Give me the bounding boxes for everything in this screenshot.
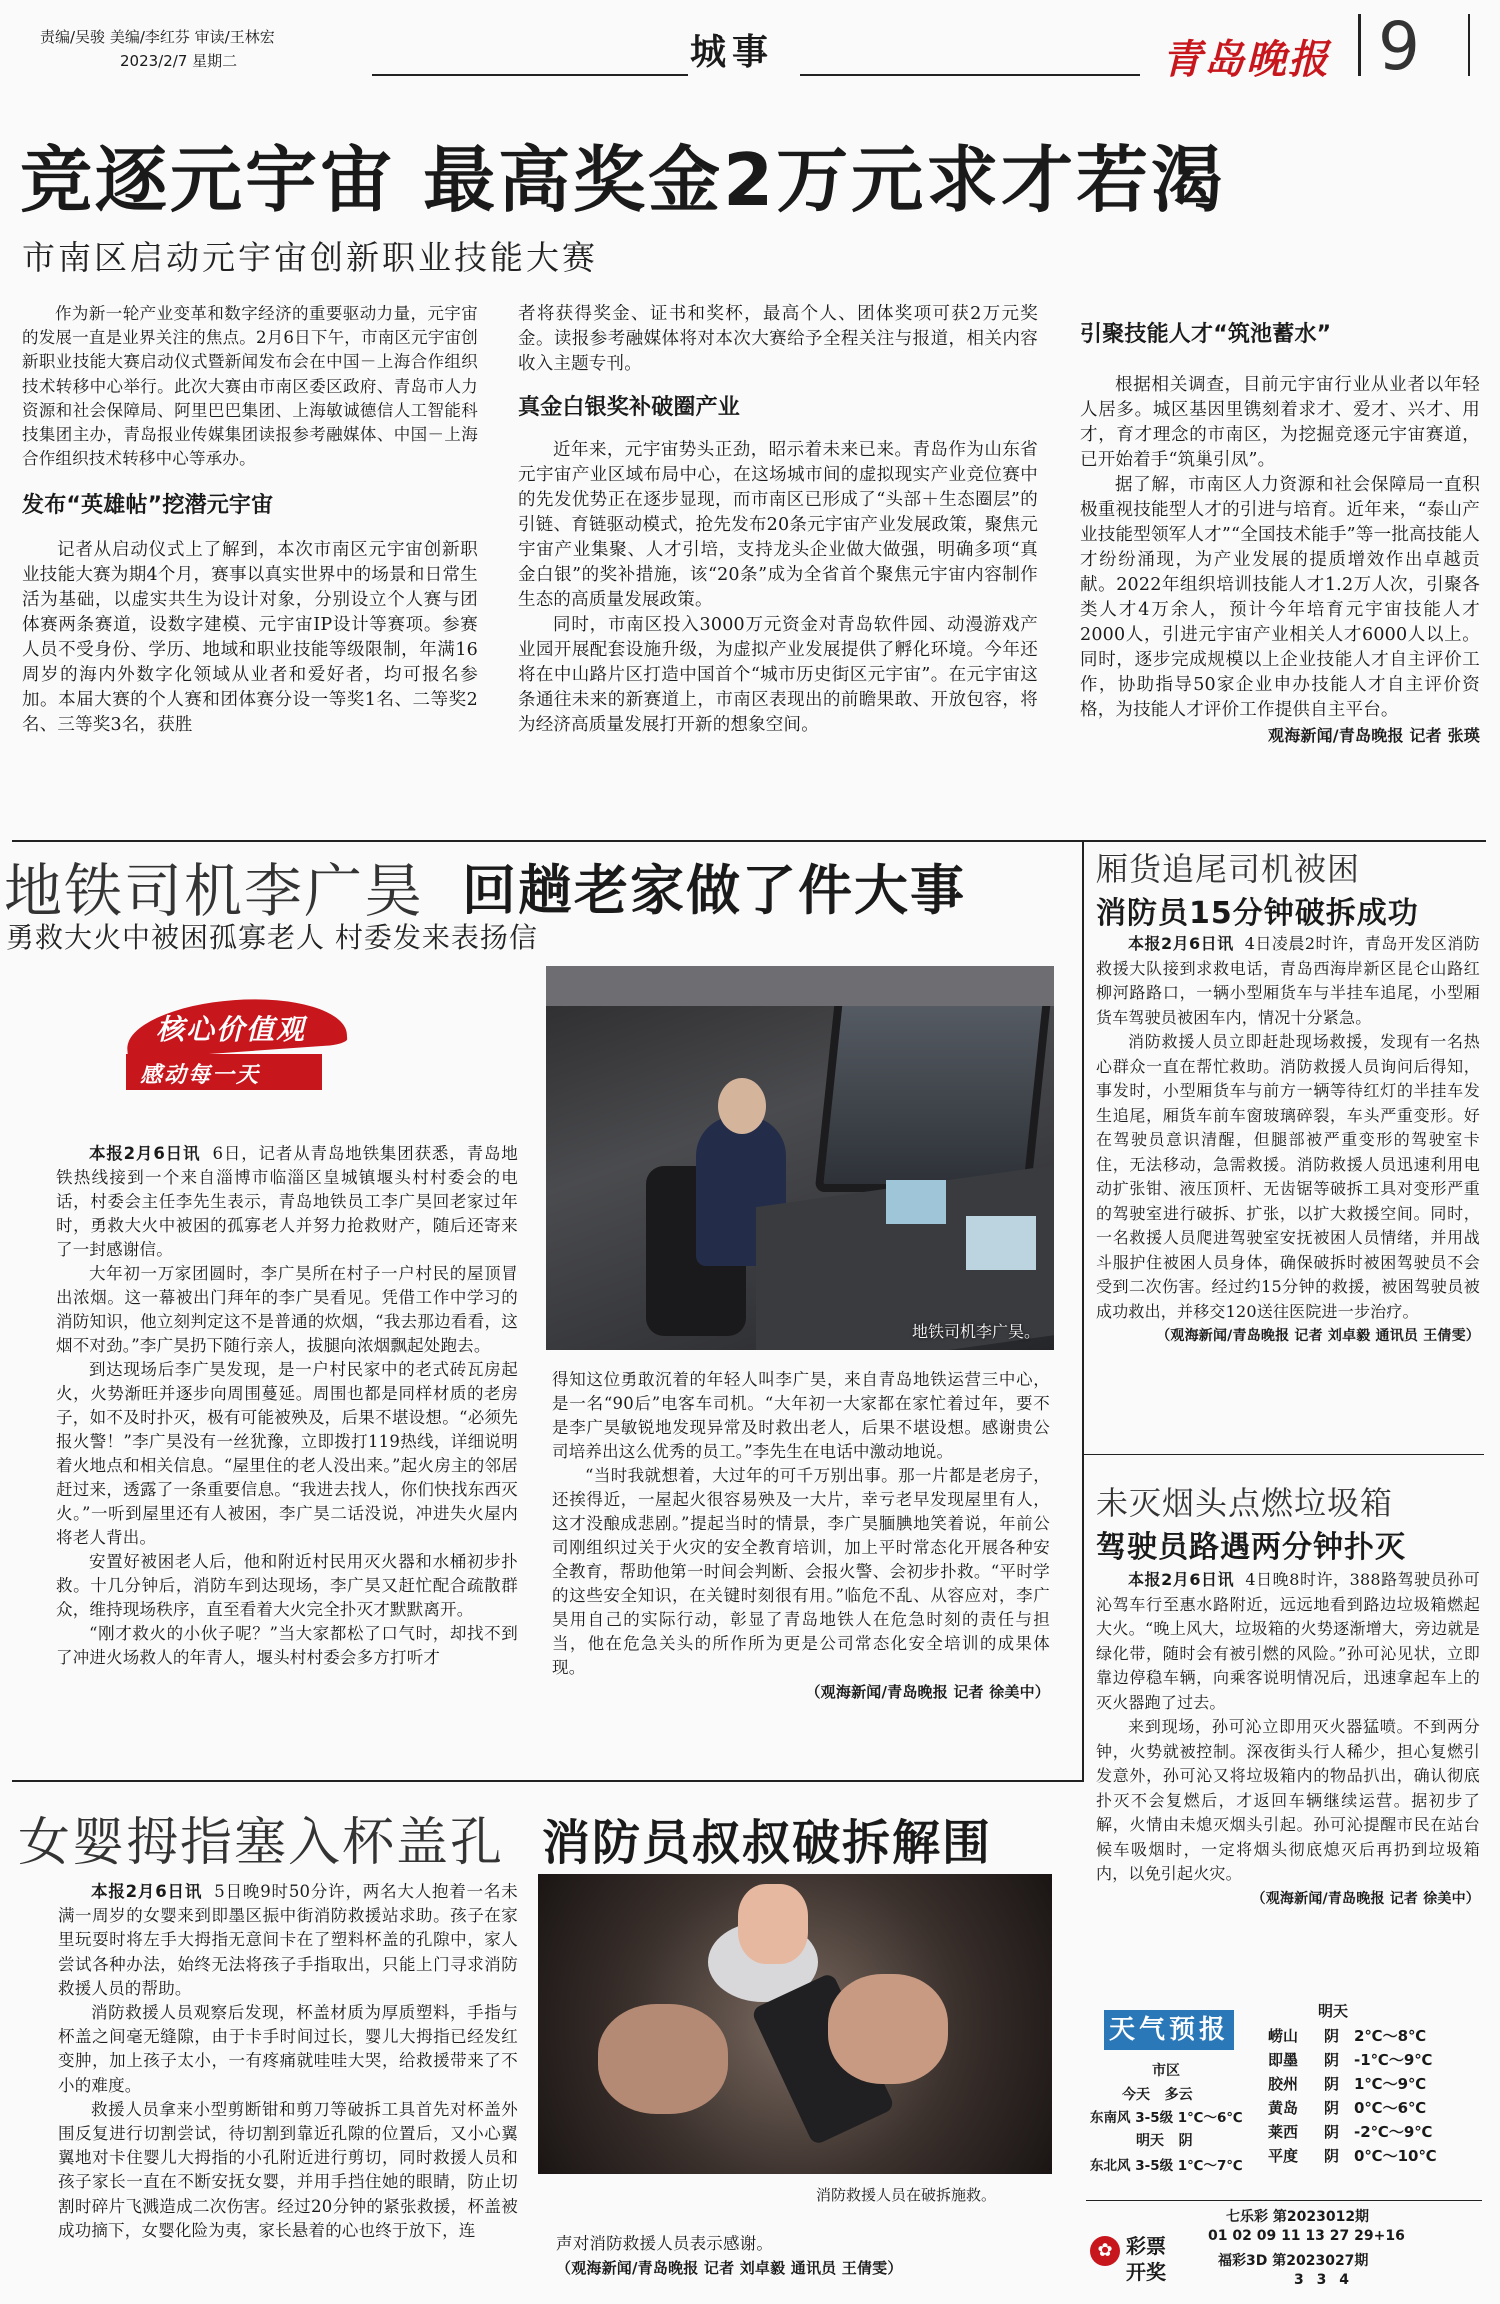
- driver-column-2: [552, 1368, 1050, 1704]
- weather-temperature: 0℃～6℃: [1354, 2099, 1427, 2117]
- paragraph: “当时我就想着，大过年的可千万别出事。那一片都是老房子，还挨得近，一屋起火很容易殃及一大片，幸亏老早发现屋里有人，这才没酿成悲剧。”提起当时的情景，李广昊腼腆地笑着说，年前公司刚组织过关于火灾的安全教育培训，加上平时常态化开展各种安全教育，帮助他第一时间会判断、会报火警、会初步扑救。“平时学的这些安全知识，在关键时刻很有用。”临危不乱、从容应对，李广昊用自己的实际行动，彰显了青岛地铁人在危急时刻的责任与担当，他在危急关头的所作所为更是公司常态化安全培训的成果体现。: [552, 1466, 1050, 1677]
- weather-city: 即墨: [1268, 2051, 1299, 2069]
- weather-today: [1122, 2084, 1193, 2104]
- paragraph: 根据相关调查，目前元宇宙行业从业者以年轻人居多。城区基因里镌刻着求才、爱才、兴才、用才，育才理念的市南区，为挖掘竞逐元宇宙赛道，已开始着手“筑巢引凤”。: [1080, 375, 1480, 470]
- weather-temperature: -1℃～9℃: [1354, 2051, 1433, 2069]
- weather-condition: 阴: [1324, 2147, 1340, 2165]
- subheading-hero-post: 发布“英雄帖”挖潜元宇宙: [22, 493, 274, 519]
- paragraph: [56, 1142, 518, 1262]
- weather-tomorrow-wind: 东北风 3-5级 1℃～7℃: [1090, 2158, 1243, 2174]
- paragraph: 到达现场后李广昊发现，是一户村民家中的老式砖瓦房起火，火势渐旺并逐步向周围蔓延。周围也都是同样材质的老房子，如不及时扑灭，极有可能被殃及，后果不堪设想。“必须先报火警！”李广昊没有一丝犹豫，立即拨打119热线，详细说明着火地点和相关信息。“屋里住的老人没出来。”起火房主的邻居赶过来，透露了一条重要信息。“我进去找人，你们快找东西灭火。”一听到屋里还有人被困，李广昊二话没说，冲进失火屋内将老人背出。: [56, 1360, 518, 1547]
- weather-row: [1268, 2072, 1482, 2096]
- paragraph: 同时，市南区投入3000万元资金对青岛软件园、动漫游戏产业园开展配套设施升级，为虚拟产业发展提供了孵化环境。今年还将在中山路片区打造中国首个“城市历史街区元宇宙”。在元宇宙这条通往未来的新赛道上，市南区表现出的前瞻果敢、开放包容，将为经济高质量发展打开新的想象空间。: [518, 615, 1038, 735]
- column-rule-vertical: [1082, 840, 1084, 1780]
- weather-row: [1268, 2024, 1482, 2048]
- column-3: [1080, 322, 1480, 748]
- cab-ceiling: [546, 966, 1054, 1006]
- lottery-box: [1090, 2206, 1482, 2298]
- weather-temperature: 0℃～10℃: [1354, 2147, 1437, 2165]
- van-column: [1096, 932, 1480, 1349]
- baby-column-1: [58, 1880, 518, 2243]
- weather-row: [1268, 2096, 1482, 2120]
- paragraph: 得知这位勇敢沉着的年轻人叫李广昊，来自青岛地铁运营三中心，是一名“90后”电客车司机。“大年初一大家都在家忙着过年，要不是李广昊敏锐地发现异常及时救出老人，后果不堪设想。感谢贵公司培养出这么优秀的员工。”李先生在电话中激动地说。: [552, 1370, 1050, 1461]
- driver-head: [718, 1078, 766, 1134]
- core-values-badge: [126, 1000, 346, 1100]
- paragraph: 据了解，市南区人力资源和社会保障局一直积极重视技能型人才的引进与培育。近年来，“泰山产业技能型领军人才”“全国技术能手”等一批高技能人才纷纷涌现，为产业发展的提质增效作出卓越贡献。2022年组织培训技能人才1.2万人次，引聚各类人才4万余人，预计今年培育元宇宙技能人才2000人，引进元宇宙产业相关人才6000人以上。同时，逐步完成规模以上企业技能人才自主评价工作，协助指导50家企业申办技能人才自主评价资格，为技能人才评价工作提供自主平台。: [1080, 475, 1480, 720]
- headline-baby-light: 女婴拇指塞入杯盖孔: [18, 1813, 505, 1873]
- headline-metaverse: 竞逐元宇宙 最高奖金2万元求才若渴: [20, 138, 1227, 222]
- lead-text: 6日，记者从青岛地铁集团获悉，青岛地铁热线接到一个来自淄博市临淄区皇城镇堰头村村委会的电话，村委会主任李先生表示，青岛地铁员工李广昊回老家过年时，勇救大火中被困的孤寡老人并努力抢救财产，随后还寄来了一封感谢信。: [56, 1144, 518, 1259]
- tomorrow-label: 明天: [1136, 2133, 1164, 2149]
- weather-row: [1268, 2144, 1482, 2168]
- weather-city-label: 市区: [1152, 2063, 1180, 2079]
- newspaper-logo: 青岛晚报: [1162, 36, 1330, 83]
- weather-header: 明天: [1318, 2002, 1349, 2020]
- paragraph: 者将获得奖金、证书和奖杯，最高个人、团体奖项可获2万元奖金。读报参考融媒体将对本次大赛给予全程关注与报道，相关内容收入主题专刊。: [518, 304, 1038, 374]
- weather-condition: 阴: [1324, 2027, 1340, 2045]
- weather-box: [1090, 1996, 1482, 2188]
- page-number: 9: [1378, 8, 1420, 85]
- weather-city: 黄岛: [1268, 2099, 1299, 2117]
- headline-cigarette-bold: 驾驶员路遇两分钟扑灭: [1096, 1530, 1406, 1565]
- paragraph: 大年初一万家团圆时，李广昊所在村子一户村民的屋顶冒出浓烟。这一幕被出门拜年的李广昊看见。凭借工作中学习的消防知识，他立刻判定这不是普通的炊烟，“我去那边看看，这烟不对劲。”李广昊扔下随行亲人，拔腿向浓烟飘起处跑去。: [56, 1264, 518, 1355]
- paragraph: 消防救援人员立即赶赴现场救援，发现有一名热心群众一直在帮忙救助。消防救援人员询问后得知，事发时，小型厢货车与前方一辆等待红灯的半挂车发生追尾，厢货车前车窗玻璃碎裂，车头严重变形。好在驾驶员意识清醒，但腿部被严重变形的驾驶室卡住，无法移动，急需救援。消防救援人员迅速利用电动扩张钳、液压顶杆、无齿锯等破拆工具对变形严重的驾驶室进行破拆、扩张，以扩大救援空间。同时，一名救援人员爬进驾驶室安抚被困人员情绪，并用战斗服护住被困人员身体，确保破拆时被困驾驶员不会受到二次伤害。经过约15分钟的救援，被困驾驶员被成功救出，并移交120送往医院进一步治疗。: [1096, 1032, 1480, 1321]
- cab-window: [815, 976, 1054, 1192]
- weather-city: 平度: [1268, 2147, 1299, 2165]
- lottery-label-1: 彩票: [1126, 2234, 1166, 2258]
- section-rule-2: [12, 1780, 1084, 1782]
- weather-condition: 阴: [1324, 2099, 1340, 2117]
- photo-caption-baby: 消防救援人员在破拆施救。: [816, 2186, 997, 2204]
- lottery-rule: [1086, 2200, 1482, 2201]
- byline: （观海新闻/青岛晚报 记者 徐美中）: [805, 1683, 1050, 1701]
- issue-date: 2023/2/7 星期二: [120, 52, 238, 70]
- subheading-subsidy: 真金白银奖补破圈产业: [518, 395, 741, 420]
- credits: 责编/吴骏 美编/李红芬 审读/王林宏: [40, 28, 275, 46]
- lead-text: 4日凌晨2时许，青岛开发区消防救援大队接到求救电话，青岛西海岸新区昆仑山路红柳河路路口，一辆小型厢货车与半挂车追尾，小型厢货车驾驶员被困车内，情况十分紧急。: [1096, 934, 1480, 1027]
- photo-subway-driver: [546, 966, 1054, 1350]
- headline-driver-light: 地铁司机李广昊: [4, 857, 425, 925]
- paragraph: 近年来，元宇宙势头正劲，昭示着未来已来。青岛作为山东省元宇宙产业区域布局中心，在这场城市间的虚拟现实产业竞位赛中的先发优势正在逐步显现，而市南区已形成了“头部＋生态圈层”的引链、育链驱动模式，抢先发布20条元宇宙产业发展政策，聚焦元宇宙产业集聚、人才引培，支持龙头企业做大做强，明确多项“真金白银”的奖补措施，该“20条”成为全省首个聚焦元宇宙内容制作生态的高质量发展政策。: [518, 440, 1038, 610]
- headline-van-light: 厢货追尾司机被困: [1096, 850, 1361, 888]
- paragraph: 救援人员拿来小型剪断钳和剪刀等破拆工具首先对杯盖外围反复进行切割尝试，待切割到靠近孔隙的位置后，又小心翼翼地对卡住婴儿大拇指的小孔附近进行剪切，同时救援人员和孩子家长一直在不断安抚女婴，并用手挡住她的眼睛，防止切割时碎片飞溅造成二次伤害。经过20分钟的紧张救援，杯盖被成功摘下，女婴化险为夷，家长悬着的心也终于放下，连: [58, 2099, 518, 2240]
- subheadline-metaverse: 市南区启动元宇宙创新职业技能大赛: [22, 238, 598, 277]
- header-divider: [1358, 14, 1361, 76]
- photo-baby-rescue: [538, 1874, 1052, 2174]
- badge-bottom-text: 感动每一天: [140, 1063, 261, 1088]
- weather-row: [1268, 2048, 1482, 2072]
- weather-city: 崂山: [1268, 2027, 1299, 2045]
- header-divider-2: [1468, 14, 1470, 76]
- weather-district-list: [1268, 2024, 1482, 2168]
- weather-temperature: 1℃～9℃: [1354, 2075, 1427, 2093]
- rescuer-hand-2: [598, 2004, 728, 2114]
- rule-van: [1084, 1454, 1484, 1455]
- dateline: 本报2月6日讯: [91, 1882, 203, 1901]
- weather-title: 天气预报: [1104, 2010, 1234, 2050]
- paragraph: “刚才救火的小伙子呢？”当大家都松了口气时，却找不到了冲进火场救人的年青人，堰头村村委会多方打听才: [56, 1624, 518, 1667]
- paragraph: [58, 1880, 518, 2001]
- qlc-title: 七乐彩 第2023012期: [1226, 2209, 1370, 2225]
- headline-driver-bold: 回趟老家做了件大事: [462, 859, 966, 922]
- weather-tomorrow: [1136, 2130, 1193, 2150]
- dateline: 本报2月6日讯: [1128, 934, 1234, 953]
- section-name: 城事: [690, 32, 775, 73]
- rescuer-hand: [828, 1974, 948, 2084]
- weather-row: [1268, 2120, 1482, 2144]
- paragraph: [1096, 1568, 1480, 1715]
- lead-paragraph: 作为新一轮产业变革和数字经济的重要驱动力量，元宇宙的发展一直是业界关注的焦点。2月6日下午，市南区元宇宙创新职业技能大赛启动仪式暨新闻发布会在中国－上海合作组织技术转移中心举行。此次大赛由市南区委区政府、青岛市人力资源和社会保障局、阿里巴巴集团、上海敏诚德信人工智能科技集团主办，青岛报业传媒集团读报参考融媒体、中国－上海合作组织技术转移中心等承办。: [22, 304, 478, 469]
- byline: （观海新闻/青岛晚报 记者 徐美中）: [1251, 1890, 1480, 1907]
- weather-city: 胶州: [1268, 2075, 1299, 2093]
- weather-temperature: 2℃～8℃: [1354, 2027, 1427, 2045]
- badge-top-text: 核心价值观: [156, 1013, 307, 1046]
- paragraph: 消防救援人员观察后发现，杯盖材质为厚质塑料，手指与杯盖之间毫无缝隙，由于卡手时间过长，婴儿大拇指已经发红变肿，加上孩子太小，一有疼痛就哇哇大哭，给救援带来了不小的难度。: [58, 2003, 518, 2095]
- fc3d-numbers: 3 3 4: [1294, 2272, 1353, 2288]
- subheadline-driver: 勇救大火中被困孤寡老人 村委发来表扬信: [6, 921, 538, 954]
- lottery-label-2: 开奖: [1126, 2260, 1166, 2284]
- console-screen-1: [886, 1180, 946, 1224]
- weather-condition: 阴: [1324, 2051, 1340, 2069]
- paragraph: 记者从启动仪式上了解到，本次市南区元宇宙创新职业技能大赛为期4个月，赛事以真实世界中的场景和日常生活为基础，以虚实共生为设计对象，分别设立个人赛与团体赛两条赛道，设数字建模、元宇宙IP设计等赛项。参赛人员不受身份、学历、地域和职业技能等级限制，年满16周岁的海内外数字化领域从业者和爱好者，均可报名参加。本届大赛的个人赛和团体赛分设一等奖1名、二等奖2名、三等奖3名，获胜: [22, 540, 478, 736]
- paragraph: 来到现场，孙可沁立即用灭火器猛喷。不到两分钟，火势就被控制。深夜街头行人稀少，担心复燃引发意外，孙可沁又将垃圾箱内的物品扒出，确认彻底扑灭不会复燃后，才返回车辆继续运营。据初步了解，火情由未熄灭烟头引起。孙可沁提醒市民在站台候车吸烟时，一定将烟头彻底熄灭后再扔到垃圾箱内，以免引起火灾。: [1096, 1717, 1480, 1883]
- subheading-talent: 引聚技能人才“筑池蓄水”: [1080, 322, 1332, 347]
- lead-text: 4日晚8时许，388路驾驶员孙可沁驾车行至惠水路附近，远远地看到路边垃圾箱燃起大火。“晚上风大，垃圾箱的火势逐渐增大，旁边就是绿化带，随时会有被引燃的风险。”孙可沁见状，立即靠边停稳车辆，向乘客说明情况后，迅速拿起车上的灭火器跑了过去。: [1096, 1570, 1481, 1712]
- headline-cigarette-light: 未灭烟头点燃垃圾箱: [1096, 1484, 1394, 1522]
- byline: （观海新闻/青岛晚报 记者 刘卓毅 通讯员 王倩雯）: [1156, 1328, 1480, 1344]
- byline: 观海新闻/青岛晚报 记者 张瑛: [1268, 726, 1480, 745]
- fc3d-title: 福彩3D 第2023027期: [1218, 2253, 1369, 2269]
- headline-van-bold: 消防员15分钟破拆成功: [1096, 896, 1419, 931]
- paragraph: 安置好被困老人后，他和附近村民用灭火器和水桶初步扑救。十几分钟后，消防车到达现场，李广昊又赶忙配合疏散群众，维持现场秩序，直至看着大火完全扑灭才默默离开。: [56, 1552, 518, 1619]
- paragraph: 声对消防救援人员表示感谢。: [556, 2234, 774, 2253]
- dateline: 本报2月6日讯: [89, 1144, 201, 1163]
- console-screen-2: [966, 1216, 1036, 1270]
- byline: （观海新闻/青岛晚报 记者 刘卓毅 通讯员 王倩雯）: [556, 2259, 903, 2277]
- today-cond: 多云: [1164, 2087, 1193, 2103]
- headline-baby-bold: 消防员叔叔破拆解围: [542, 1815, 993, 1871]
- baby-column-2: [556, 2232, 1052, 2280]
- weather-condition: 阴: [1324, 2075, 1340, 2093]
- section-rule: [12, 840, 1486, 842]
- dateline: 本报2月6日讯: [1128, 1570, 1235, 1589]
- weather-city: 莱西: [1268, 2123, 1299, 2141]
- driver-column-1: [56, 1142, 518, 1670]
- qlc-numbers: 01 02 09 11 13 27 29+16: [1208, 2228, 1405, 2244]
- cigarette-column: [1096, 1568, 1480, 1911]
- photo-caption-driver: 地铁司机李广昊。: [911, 1322, 1040, 1341]
- lottery-icon: ✿: [1090, 2236, 1120, 2266]
- header-rule-right: [800, 74, 1140, 76]
- lead-text: 5日晚9时50分许，两名大人抱着一名未满一周岁的女婴来到即墨区振中街消防救援站求助。孩子在家里玩耍时将左手大拇指无意间卡在了塑料杯盖的孔隙中，家人尝试各种办法，始终无法将孩子手指取出，只能上门寻求消防救援人员的帮助。: [58, 1882, 518, 1998]
- weather-temperature: -2℃～9℃: [1354, 2123, 1433, 2141]
- header-rule-left: [372, 74, 688, 76]
- weather-today-wind: 东南风 3-5级 1℃～6℃: [1090, 2110, 1243, 2126]
- weather-condition: 阴: [1324, 2123, 1340, 2141]
- today-label: 今天: [1122, 2087, 1150, 2103]
- column-2: [518, 302, 1038, 738]
- paragraph: [1096, 932, 1480, 1030]
- column-1: [22, 302, 478, 738]
- baby-hand: [738, 1884, 808, 1964]
- tomorrow-cond: 阴: [1178, 2133, 1193, 2149]
